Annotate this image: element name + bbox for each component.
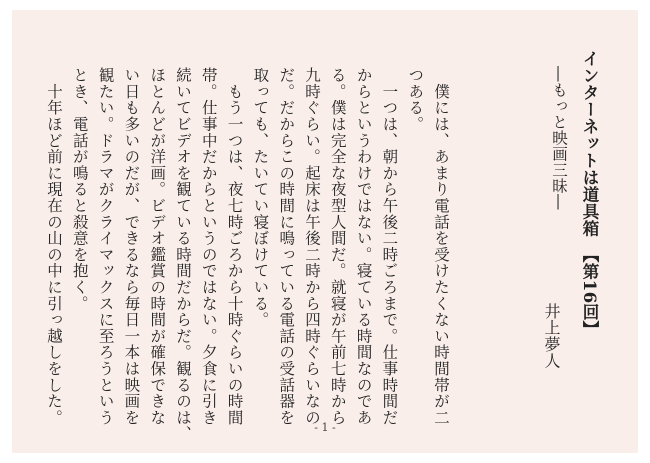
body-line: い日も多いのだが、できるなら毎日一本は映画を [122, 67, 141, 426]
body-line: もう一つは、夜七時ごろから十時ぐらいの時間 [225, 67, 244, 426]
body-line: る。僕は完全な夜型人間だ。就寝が午前七時から [328, 67, 347, 426]
body-line: 十年ほど前に現在の山の中に引っ越しをした。 [45, 67, 63, 426]
body-line: つある。 [406, 67, 425, 133]
body-line: からというわけではない。寝ている時間なのであ [354, 67, 373, 426]
author-name: 井上夢人 [542, 303, 561, 369]
body-line: だ。だからこの時間に鳴っている電話の受話器を [277, 67, 296, 426]
body-line: 僕には、あまり電話を受けたくない時間帯が二 [432, 67, 450, 426]
body-line: 一つは、朝から午後二時ごろまで。仕事時間だ [380, 67, 399, 426]
body-line: 九時ぐらい。起床は午後二時から四時ぐらいなの [303, 67, 321, 426]
body-line: 帯。仕事中だからというのではない。夕食に引き [199, 67, 218, 426]
body-line: 続いてビデオを観ている時間だからだ。観るのは、 [174, 67, 192, 442]
body-line: ほとんどが洋画。ビデオ鑑賞の時間が確保できな [148, 67, 167, 426]
body-line: 取っても、たいてい寝ぼけている。 [251, 67, 270, 328]
document-page [12, 10, 638, 453]
page-number: - 1 - [314, 421, 336, 434]
article-subtitle: ―もっと映画三昧― [550, 66, 568, 210]
body-line: 観たい。ドラマがクライマックスに至ろうという [96, 67, 115, 426]
body-line: とき、電話が鳴ると殺意を抱く。 [70, 67, 89, 312]
article-title: インターネットは道具箱 【第16回】 [580, 50, 599, 338]
